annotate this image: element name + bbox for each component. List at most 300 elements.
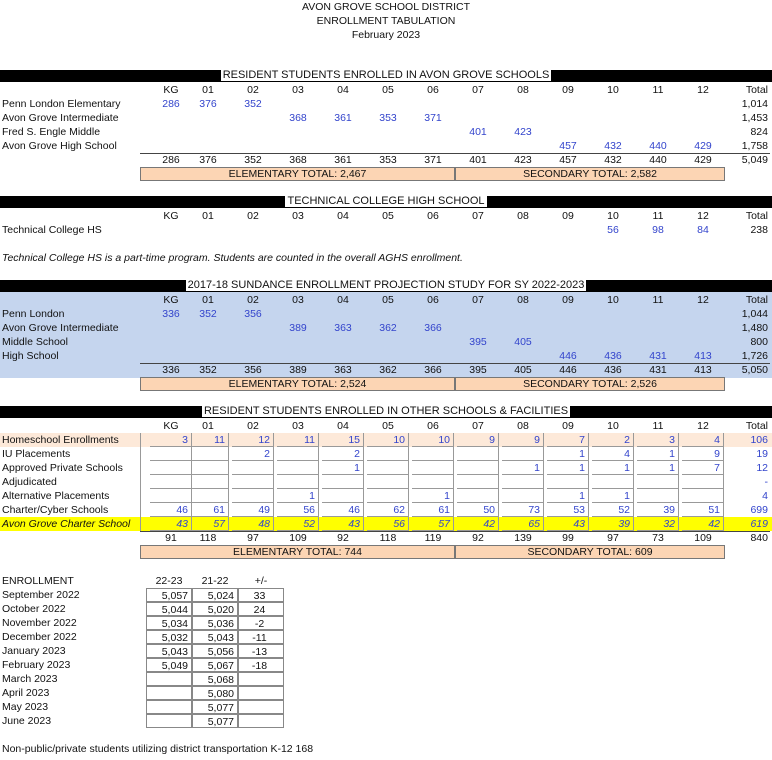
grade-header: 12 [697, 420, 709, 432]
grade-header: 04 [337, 294, 349, 306]
grade-value [682, 111, 724, 125]
grade-value [457, 321, 499, 335]
grade-total: 5,050 [741, 364, 768, 376]
elementary-total: ELEMENTARY TOTAL: 2,467 [140, 167, 455, 181]
grade-value [367, 349, 409, 363]
secondary-total: SECONDARY TOTAL: 2,526 [455, 377, 725, 391]
enrollment-value [146, 686, 192, 700]
grade-value [322, 475, 364, 489]
grade-header: 12 [697, 210, 709, 222]
grade-value: 286 [162, 98, 180, 110]
grade-value [150, 223, 192, 237]
grade-value [547, 125, 589, 139]
grade-value [367, 223, 409, 237]
grade-value [547, 307, 589, 321]
grade-value: 11 [277, 433, 319, 447]
grade-total: 99 [562, 532, 574, 544]
grade-value [547, 321, 589, 335]
grade-header: 01 [202, 294, 214, 306]
row-label: Penn London Elementary [2, 98, 121, 110]
grade-header: 03 [292, 294, 304, 306]
enrollment-month: November 2022 [2, 617, 77, 629]
grade-value [682, 97, 724, 111]
grade-value [232, 223, 274, 237]
grade-value [637, 475, 679, 489]
grade-value [367, 447, 409, 461]
grade-value: 53 [547, 503, 589, 517]
grade-value [277, 223, 319, 237]
grade-header: Total [745, 210, 768, 222]
grade-value: 51 [682, 503, 724, 517]
grade-total: 97 [607, 532, 619, 544]
grade-total: 352 [199, 364, 217, 376]
grade-header: 06 [427, 420, 439, 432]
grade-total: 336 [162, 364, 180, 376]
grade-value [322, 307, 364, 321]
grade-header: 02 [247, 84, 259, 96]
enrollment-value: 5,080 [192, 686, 238, 700]
grade-value [412, 223, 454, 237]
grade-value: 368 [289, 112, 307, 124]
grade-total: 353 [379, 154, 397, 166]
grade-total: 401 [469, 154, 487, 166]
grade-value: 429 [694, 140, 712, 152]
grade-total: 97 [247, 532, 259, 544]
row-total: - [764, 476, 768, 488]
grade-value [322, 335, 364, 349]
grade-value: 10 [412, 433, 454, 447]
grade-header: 07 [472, 420, 484, 432]
enrollment-value [238, 714, 284, 728]
grade-value [592, 475, 634, 489]
grade-value [150, 461, 192, 475]
grade-header: 09 [562, 294, 574, 306]
grade-header: 07 [472, 294, 484, 306]
grade-header: 06 [427, 294, 439, 306]
row-total: 619 [750, 518, 768, 530]
grade-value [592, 321, 634, 335]
enrollment-month: May 2023 [2, 701, 49, 713]
grade-header: 03 [292, 420, 304, 432]
grade-value [322, 139, 364, 153]
grade-value [367, 461, 409, 475]
grade-total: 118 [199, 532, 217, 544]
grade-header: 04 [337, 84, 349, 96]
grade-total: 840 [750, 532, 768, 544]
grade-total: 446 [559, 364, 577, 376]
grade-value [457, 139, 499, 153]
grade-value [682, 125, 724, 139]
grade-value: 42 [682, 517, 724, 531]
grade-header: 12 [697, 84, 709, 96]
grade-value: 1 [592, 489, 634, 503]
grade-value: 1 [592, 461, 634, 475]
grade-value [150, 139, 192, 153]
enrollment-value [238, 672, 284, 686]
elementary-total: ELEMENTARY TOTAL: 2,524 [140, 377, 455, 391]
grade-value [502, 321, 544, 335]
program-note: Technical College HS is a part-time program. Students are counted in the overall AGHS enrollment. [2, 252, 463, 264]
grade-total: 362 [379, 364, 397, 376]
grade-value [232, 321, 274, 335]
enrollment-value [146, 700, 192, 714]
grade-value [187, 335, 229, 349]
grade-value: 43 [547, 517, 589, 531]
enrollment-value [146, 714, 192, 728]
grade-header: 08 [517, 84, 529, 96]
grade-header: 11 [652, 294, 664, 306]
grade-value [187, 111, 229, 125]
grade-value: 56 [277, 503, 319, 517]
enrollment-value: 5,044 [146, 602, 192, 616]
grade-value: 2 [322, 447, 364, 461]
grade-header: 09 [562, 84, 574, 96]
grade-value: 15 [322, 433, 364, 447]
grade-header: 02 [247, 420, 259, 432]
grade-value [592, 125, 634, 139]
enrollment-heading: ENROLLMENT [2, 575, 74, 587]
grade-header: 10 [607, 210, 619, 222]
enrollment-value: 5,057 [146, 588, 192, 602]
grade-header: KG [163, 84, 179, 96]
grade-value: 50 [457, 503, 499, 517]
grade-header: 04 [337, 420, 349, 432]
grid-left-rule [140, 433, 141, 531]
secondary-total: SECONDARY TOTAL: 609 [455, 545, 725, 559]
grade-header: 12 [697, 294, 709, 306]
grade-value [412, 475, 454, 489]
grade-total: 395 [469, 364, 487, 376]
grade-value: 4 [682, 433, 724, 447]
grade-value: 1 [412, 489, 454, 503]
row-label: Penn London [2, 308, 65, 320]
grade-header: 02 [247, 210, 259, 222]
grade-value: 57 [412, 517, 454, 531]
row-label: High School [2, 350, 59, 362]
grade-value [412, 125, 454, 139]
grade-value: 46 [322, 503, 364, 517]
enrollment-value: 5,032 [146, 630, 192, 644]
grade-total: 92 [337, 532, 349, 544]
grade-value: 49 [232, 503, 274, 517]
grade-value: 352 [199, 308, 217, 320]
row-total: 1,044 [741, 308, 768, 320]
grade-header: KG [163, 210, 179, 222]
enrollment-column-header: 22-23 [155, 575, 183, 587]
grade-value: 39 [592, 517, 634, 531]
grade-total: 431 [649, 364, 667, 376]
grade-total: 119 [424, 532, 442, 544]
grade-value [592, 97, 634, 111]
grade-value [150, 125, 192, 139]
grade-value [150, 335, 192, 349]
grade-value [322, 349, 364, 363]
row-label: Avon Grove High School [2, 140, 117, 152]
grade-value: 405 [514, 336, 532, 348]
grade-value [367, 335, 409, 349]
row-total: 238 [750, 224, 768, 236]
grade-value [457, 461, 499, 475]
grade-value [412, 335, 454, 349]
row-total: 800 [750, 336, 768, 348]
totals-rule [140, 363, 770, 364]
grade-total: 440 [649, 154, 667, 166]
grade-value: 39 [637, 503, 679, 517]
section-title-text: TECHNICAL COLLEGE HIGH SCHOOL [287, 195, 485, 207]
grade-value [502, 307, 544, 321]
grade-value [637, 307, 679, 321]
grade-value: 4 [592, 447, 634, 461]
grade-value: 440 [649, 140, 667, 152]
grade-value [150, 447, 192, 461]
grade-header: 10 [607, 420, 619, 432]
row-label: Technical College HS [2, 224, 102, 236]
grade-value [412, 307, 454, 321]
grade-total: 371 [424, 154, 442, 166]
row-label: Fred S. Engle Middle [2, 126, 101, 138]
grade-value [322, 97, 364, 111]
grade-total: 286 [162, 154, 180, 166]
enrollment-value [238, 686, 284, 700]
grade-total: 376 [199, 154, 217, 166]
row-total: 1,726 [741, 350, 768, 362]
grade-header: KG [163, 294, 179, 306]
grade-value [637, 335, 679, 349]
grade-value [457, 223, 499, 237]
enrollment-value: 5,043 [146, 644, 192, 658]
grade-value [232, 139, 274, 153]
row-total: 4 [762, 490, 768, 502]
grade-value: 446 [559, 350, 577, 362]
grade-header: 01 [202, 84, 214, 96]
grade-value [502, 349, 544, 363]
grade-value [150, 475, 192, 489]
enrollment-month: December 2022 [2, 631, 77, 643]
section-title [0, 69, 772, 82]
grade-value: 363 [334, 322, 352, 334]
grade-value: 376 [199, 98, 217, 110]
grade-value [457, 475, 499, 489]
row-label: Adjudicated [2, 476, 57, 488]
grade-header: 10 [607, 294, 619, 306]
enrollment-value: 5,077 [192, 700, 238, 714]
row-total: 1,014 [741, 98, 768, 110]
grade-value: 57 [187, 517, 229, 531]
grade-header: 11 [652, 420, 664, 432]
enrollment-column-header: +/- [254, 575, 268, 587]
grade-value [457, 97, 499, 111]
grade-value: 436 [604, 350, 622, 362]
grade-header: Total [745, 294, 768, 306]
grade-value [457, 307, 499, 321]
grade-total: 352 [244, 154, 262, 166]
grade-value [412, 97, 454, 111]
grade-value [367, 475, 409, 489]
grade-value [682, 475, 724, 489]
grade-value [547, 223, 589, 237]
grade-value: 352 [244, 98, 262, 110]
enrollment-month: October 2022 [2, 603, 66, 615]
grade-header: 11 [652, 210, 664, 222]
enrollment-value: 5,067 [192, 658, 238, 672]
grade-value: 1 [322, 461, 364, 475]
enrollment-value: -11 [238, 630, 284, 644]
grade-value [502, 139, 544, 153]
grade-value [547, 97, 589, 111]
grade-total: 91 [165, 532, 177, 544]
grade-total: 139 [514, 532, 532, 544]
grade-value [412, 349, 454, 363]
grade-value [187, 139, 229, 153]
grade-total: 356 [244, 364, 262, 376]
grade-value [412, 461, 454, 475]
grade-value [547, 335, 589, 349]
grade-value [412, 139, 454, 153]
grade-header: Total [745, 420, 768, 432]
row-label: Avon Grove Intermediate [2, 112, 119, 124]
enrollment-value: 5,043 [192, 630, 238, 644]
grade-header: 04 [337, 210, 349, 222]
grade-header: 05 [382, 84, 394, 96]
grade-value [502, 97, 544, 111]
grade-total: 432 [604, 154, 622, 166]
row-label: Approved Private Schools [2, 462, 123, 474]
grade-total: 457 [559, 154, 577, 166]
grade-value [637, 125, 679, 139]
grade-header: 08 [517, 210, 529, 222]
grade-header: 05 [382, 420, 394, 432]
enrollment-value: -2 [238, 616, 284, 630]
grade-value [457, 447, 499, 461]
grade-value [187, 321, 229, 335]
grade-value [187, 475, 229, 489]
grade-value: 98 [652, 224, 664, 236]
grade-value: 3 [150, 433, 192, 447]
grade-value: 1 [547, 447, 589, 461]
grade-value: 2 [232, 447, 274, 461]
section-title-text: RESIDENT STUDENTS ENROLLED IN OTHER SCHOOLS & FACILITIES [203, 405, 569, 417]
grade-value [637, 97, 679, 111]
enrollment-month: April 2023 [2, 687, 50, 699]
grade-value: 7 [682, 461, 724, 475]
enrollment-value: 5,020 [192, 602, 238, 616]
grade-total: 436 [604, 364, 622, 376]
grade-total: 109 [694, 532, 712, 544]
grade-value: 48 [232, 517, 274, 531]
district-name: AVON GROVE SCHOOL DISTRICT [301, 1, 471, 13]
grade-total: 366 [424, 364, 442, 376]
grade-value: 12 [232, 433, 274, 447]
grade-value [502, 489, 544, 503]
grade-value [592, 335, 634, 349]
section-title-text: 2017-18 SUNDANCE ENROLLMENT PROJECTION STUDY FOR SY 2022-2023 [187, 279, 585, 291]
row-label: Alternative Placements [2, 490, 110, 502]
section-title-text: RESIDENT STUDENTS ENROLLED IN AVON GROVE SCHOOLS [222, 69, 550, 81]
grade-value: 56 [367, 517, 409, 531]
grade-value [457, 349, 499, 363]
row-label: IU Placements [2, 448, 71, 460]
grade-value [502, 447, 544, 461]
enrollment-month: June 2023 [2, 715, 52, 727]
grade-value [277, 97, 319, 111]
grade-value [412, 447, 454, 461]
enrollment-value: 5,036 [192, 616, 238, 630]
grade-value: 56 [607, 224, 619, 236]
grade-value: 3 [637, 433, 679, 447]
grade-value: 61 [412, 503, 454, 517]
grade-value [682, 321, 724, 335]
grade-value [682, 335, 724, 349]
grade-value [592, 111, 634, 125]
grade-value: 361 [334, 112, 352, 124]
grade-value [502, 223, 544, 237]
grade-header: KG [163, 420, 179, 432]
grade-total: 5,049 [741, 154, 768, 166]
grade-value [322, 489, 364, 503]
grade-value [592, 307, 634, 321]
secondary-total: SECONDARY TOTAL: 2,582 [455, 167, 725, 181]
grade-value: 43 [322, 517, 364, 531]
enrollment-value: 5,068 [192, 672, 238, 686]
grade-value: 389 [289, 322, 307, 334]
grade-value: 1 [547, 461, 589, 475]
grade-value [322, 223, 364, 237]
grade-value [277, 447, 319, 461]
grade-header: 06 [427, 84, 439, 96]
grade-value: 9 [682, 447, 724, 461]
grade-total: 368 [289, 154, 307, 166]
grade-header: 11 [652, 84, 664, 96]
grade-header: 09 [562, 420, 574, 432]
grade-total: 413 [694, 364, 712, 376]
grade-header: 07 [472, 210, 484, 222]
grade-total: 363 [334, 364, 352, 376]
grade-total: 109 [289, 532, 307, 544]
grade-header: Total [745, 84, 768, 96]
grade-value [150, 489, 192, 503]
enrollment-month: February 2023 [2, 659, 71, 671]
grade-value: 42 [457, 517, 499, 531]
row-total: 1,453 [741, 112, 768, 124]
grade-value: 2 [592, 433, 634, 447]
grade-value [457, 111, 499, 125]
grade-value [232, 335, 274, 349]
grade-value: 9 [457, 433, 499, 447]
grade-value: 401 [469, 126, 487, 138]
grade-value [367, 307, 409, 321]
enrollment-value: 5,024 [192, 588, 238, 602]
grade-header: 03 [292, 84, 304, 96]
enrollment-month: September 2022 [2, 589, 80, 601]
grade-total: 423 [514, 154, 532, 166]
grade-value: 371 [424, 112, 442, 124]
row-label: Charter/Cyber Schools [2, 504, 109, 516]
grade-total: 389 [289, 364, 307, 376]
grade-value: 366 [424, 322, 442, 334]
grade-value [277, 139, 319, 153]
row-total: 19 [756, 448, 768, 460]
grade-value: 353 [379, 112, 397, 124]
grade-header: 05 [382, 210, 394, 222]
totals-rule [140, 153, 770, 154]
grade-value [277, 475, 319, 489]
grade-value: 356 [244, 308, 262, 320]
grade-value: 65 [502, 517, 544, 531]
grade-value [232, 475, 274, 489]
row-total: 12 [756, 462, 768, 474]
enrollment-value: -18 [238, 658, 284, 672]
grade-header: 08 [517, 294, 529, 306]
